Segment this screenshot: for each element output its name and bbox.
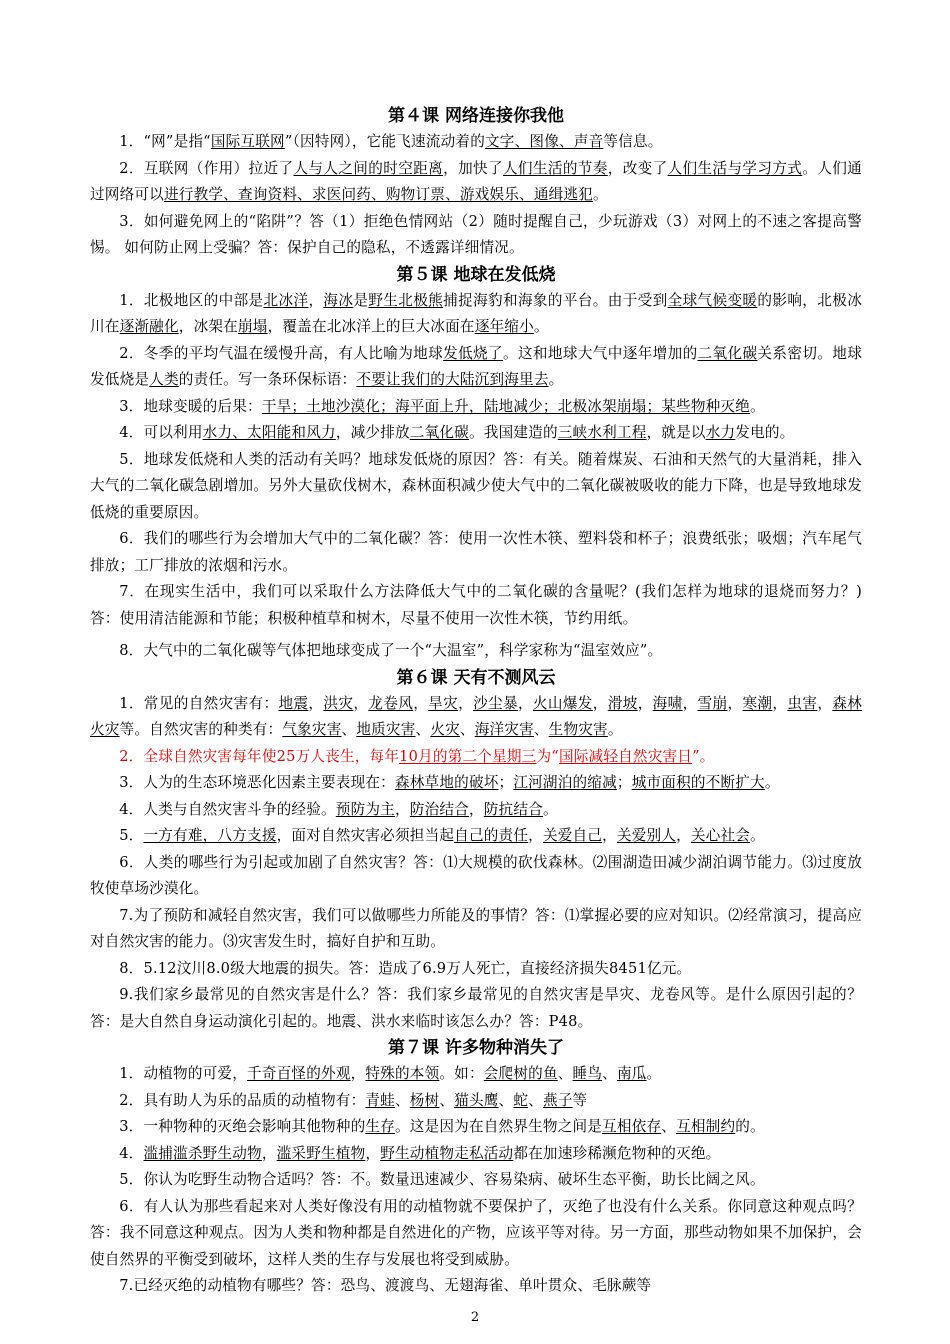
text-run: 5．你认为吃野生动物合适吗？答：不。数量迅速减少、容易染病、破坏生态平衡，助长比阔之风。 [119, 1171, 765, 1188]
underlined-text: 预防为主 [335, 800, 395, 818]
underlined-text: 二氧化碳 [697, 344, 758, 362]
text-run: 等。自然灾害的种类有： [119, 721, 283, 738]
text-run: ， [365, 1144, 381, 1162]
underlined-text: 野生北极熊 [368, 291, 444, 309]
underlined-text: 沙尘暴 [473, 694, 518, 712]
text-run: 9.我们家乡最常见的自然灾害是什么？答：我们家乡最常见的自然灾害是旱灾、龙卷风等。是什么原因引起的？答：是大自然自身运动演化引起的。地震、洪水来临时该怎么办？答：P48。 [90, 986, 862, 1030]
text-run: ，改变了 [607, 159, 668, 177]
text-run: 的。 [735, 1118, 765, 1135]
text-run: 7.为了预防和减轻自然灾害，我们可以做哪些力所能及的事情？答：⑴掌握必要的应对知识。⑵经常演习，提高应对自然灾害的能力。⑶灾害发生时，搞好自护和互助。 [90, 906, 862, 950]
underlined-text: 互相依存 [602, 1118, 662, 1135]
lesson-paragraph [90, 1194, 862, 1274]
underlined-text: 生物灾害 [548, 721, 608, 738]
underlined-text: 睡鸟 [572, 1065, 603, 1082]
underlined-text: 逐年缩小 [474, 318, 534, 335]
underlined-text: 海啸 [652, 694, 683, 712]
text-run: 7.已经灭绝的动植物有哪些？答：恐鸟、渡渡鸟、无翅海雀、单叶贯众、毛脉蕨等 [119, 1277, 652, 1294]
underlined-text: 杨树 [409, 1091, 440, 1109]
text-run: ， [413, 694, 429, 712]
underlined-text: 水力 [705, 424, 736, 441]
lesson-title: 第４课 网络连接你我他 [388, 106, 564, 126]
text-run: 的责任。写一条环保标语： [178, 371, 357, 388]
lesson-paragraph [90, 770, 862, 797]
text-run: 、 [602, 1065, 617, 1082]
underlined-text: 关爱自己 [542, 827, 603, 844]
text-run: ， [772, 694, 788, 712]
underlined-text: 干旱；土地沙漠化；海平面上升，陆地减少；北极冰架崩塌；某些物种灭绝 [261, 397, 751, 415]
lesson-paragraph [90, 420, 862, 447]
underlined-text: 海洋灾害 [474, 721, 534, 738]
lesson-paragraph [90, 1141, 862, 1168]
text-run: 。 [542, 800, 558, 818]
text-run: ， [676, 827, 691, 844]
lesson-paragraph [90, 1273, 862, 1300]
text-run: ， [602, 827, 617, 844]
lesson-paragraph [90, 744, 862, 771]
underlined-text: 文字、图像、声音 [485, 133, 604, 150]
text-run: ， [517, 694, 533, 712]
lesson-title: 第６课 天有不测风云 [396, 667, 556, 688]
text-run: 2．具有助人为乐的品质的动植物有： [119, 1091, 366, 1109]
text-run: 发电的。 [735, 424, 795, 441]
text-run: 1．动植物的可爱， [119, 1065, 248, 1082]
text-run: 等 [572, 1091, 588, 1109]
underlined-text: 龙卷风 [368, 694, 414, 712]
text-run: ，加快了 [443, 159, 503, 177]
text-run: 3．地球变暖的后果： [119, 397, 262, 415]
underlined-text: 逐渐融化 [119, 318, 179, 335]
underlined-text: 发低烧了 [443, 344, 503, 362]
underlined-text: 关心社会 [690, 827, 751, 844]
lesson-paragraph [90, 156, 862, 209]
text-run: 。 [646, 1065, 662, 1082]
text-run: 。 [750, 397, 765, 415]
text-run: 捕捉海豹和海象的平台。由于受到 [443, 291, 668, 309]
underlined-text: 气象灾害 [282, 721, 342, 738]
text-run: 7．在现实生活中，我们可以采取什么方法降低大气中的二氧化碳的含量呢？(我们怎样为地球的退烧而努力？)答：使用清洁能源和节能；积极种植草和树木，尽量不使用一次性木筷，节约用纸。 [90, 583, 862, 627]
text-run: 4． [119, 1144, 144, 1162]
text-run: ； [616, 774, 632, 791]
lesson-paragraph [90, 341, 862, 394]
text-run: 、 [341, 721, 357, 738]
underlined-text: 燕子 [542, 1091, 573, 1109]
text-run: 1．北极地区的中部是 [119, 291, 264, 309]
underlined-text: 海冰 [323, 291, 354, 309]
text-run: 、 [661, 1118, 677, 1135]
text-run: 1．“网”是指“ [119, 133, 211, 150]
text-run: 。我国建造的 [468, 424, 558, 441]
underlined-text: 三峡水利工程 [557, 424, 647, 441]
underlined-text: 猫头鹰 [454, 1091, 499, 1109]
text-run: ， [353, 694, 369, 712]
underlined-text: 青蛙 [365, 1091, 395, 1109]
lesson-paragraph [90, 982, 862, 1035]
text-run: ，面对自然灾害必须担当起 [276, 827, 455, 844]
text-run: 、 [528, 1091, 543, 1109]
text-run: ”。 [692, 747, 715, 765]
text-run: 2．全球自然灾害每年使25万人丧生，每年 [119, 747, 400, 765]
underlined-text: 特殊的本领 [365, 1065, 440, 1082]
underlined-text: 崩塌 [237, 318, 268, 335]
text-run: ”（因特网），它能飞速流动着的 [284, 133, 486, 150]
text-run: ，就是以 [646, 424, 706, 441]
underlined-text: 关爱别人 [616, 827, 677, 844]
underlined-text: 南瓜 [616, 1065, 647, 1082]
text-run: 5．地球发低烧和人类的活动有关吗？地球发低烧的原因？答：有关。随着煤炭、石油和天然气的大量消耗，排入大气的二氧化碳急剧增加。另外大量砍伐树木，森林面积减少使大气中的二氧化碳被吸收的能力下降，也是导致地球发低烧的重要原因。 [90, 450, 862, 521]
underlined-text: 水力、太阳能和风力 [202, 424, 336, 441]
underlined-text: 进行教学、查询资料、求医问药、购物订票、游戏娱乐、通缉逃犯 [163, 186, 594, 203]
lesson-paragraph [90, 956, 862, 983]
text-run: ， [528, 827, 543, 844]
text-run: 。 [764, 774, 780, 791]
underlined-text: 人们生活与学习方式 [667, 159, 803, 177]
text-run: 、 [498, 1091, 514, 1109]
text-run: 5． [119, 827, 144, 844]
text-run: ， [458, 694, 474, 712]
text-run: ， [350, 1065, 366, 1082]
text-run: ， [637, 694, 653, 712]
lesson-paragraph [90, 394, 862, 421]
text-run: 、 [394, 1091, 410, 1109]
text-run: 6．我们的哪些行为会增加大气中的二氧化碳？答：使用一次性木筷、塑料袋和杯子；浪费纸张；吸烟；汽车尾气排放；工厂排放的浓烟和污水。 [90, 530, 862, 574]
underlined-text: 人与人之间的时空距离 [293, 159, 444, 177]
underlined-text: 生存 [365, 1118, 395, 1135]
text-run: ， [727, 694, 743, 712]
text-run: 。如： [439, 1065, 484, 1082]
lesson-paragraph [90, 638, 862, 665]
underlined-text: 火灾 [430, 721, 460, 738]
text-run: 、 [459, 721, 475, 738]
lesson-paragraph [90, 1167, 862, 1194]
lesson-paragraph [90, 288, 862, 341]
underlined-text: 全球气候变暖 [667, 291, 758, 309]
underlined-text: 蛇 [513, 1091, 529, 1109]
underlined-text: 滥捕滥杀野生动物 [143, 1144, 262, 1162]
underlined-text: 二氧化碳 [409, 424, 469, 441]
text-run: 3．如何避免网上的“陷阱”？答（1）拒绝色情网站（2）随时提醒自己，少玩游戏（3）对网上的不速之客提高警惕。 如何防止网上受骗？答：保护自己的隐私，不透露详细情况。 [90, 212, 862, 256]
underlined-text: 洪灾 [323, 694, 354, 712]
text-run: ， [468, 800, 484, 818]
text-run: 4．人类与自然灾害斗争的经验。 [119, 800, 336, 818]
text-run: ， [261, 1144, 277, 1162]
text-run: 都在加速珍稀濒危物种的灭绝。 [513, 1144, 721, 1162]
text-run: 、 [439, 1091, 455, 1109]
underlined-text: 雪崩 [697, 694, 728, 712]
underlined-text: 自己的责任 [454, 827, 529, 844]
text-run: ， [682, 694, 698, 712]
text-run: 1．常见的自然灾害有： [119, 694, 279, 712]
text-run: 。 [533, 318, 549, 335]
underlined-text: 防抗结合 [483, 800, 543, 818]
underlined-text: 寒潮 [742, 694, 773, 712]
lesson-paragraph [90, 526, 862, 579]
underlined-text: 国际互联网 [210, 133, 285, 150]
text-run: 关系密切。地球发低烧是 [90, 344, 863, 388]
underlined-text: 不要让我们的大陆沉到海里去 [356, 371, 549, 388]
lesson-paragraph [90, 797, 862, 824]
underlined-text: 互相制约 [676, 1118, 736, 1135]
text-run: 。 [607, 721, 623, 738]
text-run: 8．大气中的二氧化碳等气体把地球变成了一个“大温室”，科学家称为“温室效应”。 [119, 642, 663, 659]
lesson-paragraph [90, 129, 862, 156]
lesson-paragraph [90, 579, 862, 632]
text-run: 6．人类的哪些行为引起或加剧了自然灾害？答：⑴大规模的砍伐森林。⑵围湖造田减少湖泊调节能力。⑶过度放牧使草场沙漠化。 [90, 853, 862, 897]
lesson-paragraph [90, 209, 862, 262]
text-run: 、 [557, 1065, 573, 1082]
underlined-text: 旱灾 [428, 694, 459, 712]
page-number: 2 [470, 1310, 480, 1325]
text-run: 。 [548, 371, 564, 388]
text-run: 是 [353, 291, 369, 309]
underlined-text: 地质灾害 [356, 721, 416, 738]
page-content [90, 103, 862, 1300]
text-run: 6．有人认为那些看起来对人类好像没有用的动植物就不要保护了，灭绝了也没有什么关系。你同意这种观点吗？答：我不同意这种观点。因为人类和物种都是自然进化的产物，应该平等对待。另一方面，那些动物如果不加保护，会使自然界的平衡受到破坏，这样人类的生存与发展也将受到威胁。 [90, 1197, 862, 1268]
text-run: ，减少排放 [335, 424, 410, 441]
underlined-text: 会爬树的鱼 [483, 1065, 558, 1082]
text-run: 。 [750, 827, 765, 844]
text-run: ，覆盖在北冰洋上的巨大冰面在 [267, 318, 475, 335]
text-run: 4．可以利用 [119, 424, 203, 441]
text-run: 、 [533, 721, 549, 738]
underlined-text: 森林草地的破坏 [394, 774, 499, 791]
lesson-paragraph [90, 903, 862, 956]
text-run: 。这是因为在自然界生物之间是 [394, 1118, 603, 1135]
text-run: 为“ [536, 747, 559, 765]
text-run: ，冰架在 [178, 318, 238, 335]
lesson-title: 第５课 地球在发低烧 [396, 264, 556, 285]
text-run: 2．互联网（作用）拉近了 [119, 159, 294, 177]
text-run: 3．人为的生态环境恶化因素主要表现在： [119, 774, 395, 791]
underlined-text: 国际减轻自然灾害日 [558, 747, 693, 765]
underlined-text: 人类 [149, 371, 179, 388]
text-run: 。 [593, 186, 608, 203]
underlined-text: 防治结合 [409, 800, 469, 818]
text-run: 3．一种物种的灭绝会影响其他物种的 [119, 1118, 366, 1135]
text-run: ， [592, 694, 608, 712]
underlined-text: 森林火灾 [90, 694, 863, 738]
underlined-text: 滥采野生植物 [276, 1144, 366, 1162]
lesson-paragraph [90, 447, 862, 527]
text-run: 的影响，北极冰川在 [90, 291, 862, 335]
underlined-text: 北冰洋 [263, 291, 309, 309]
underlined-text: 虫害 [787, 694, 818, 712]
underlined-text: 城市面积的不断扩大 [631, 774, 765, 791]
underlined-text: 滑坡 [607, 694, 638, 712]
underlined-text: 江河湖泊的缩减 [513, 774, 617, 791]
text-run: 2．冬季的平均气温在缓慢升高，有人比喻为地球 [119, 344, 444, 362]
underlined-text: 一方有难，八方支援 [143, 827, 277, 844]
underlined-text: 野生动植物走私活动 [380, 1144, 514, 1162]
text-run: 、 [415, 721, 431, 738]
lesson-paragraph [90, 691, 862, 744]
lesson-paragraph [90, 850, 862, 903]
underlined-text: 千奇百怪的外观 [247, 1065, 351, 1082]
lesson-paragraph [90, 1114, 862, 1141]
text-run: ， [308, 694, 324, 712]
lesson-paragraph [90, 823, 862, 850]
text-run: 。人们通过网络可以 [90, 159, 862, 203]
underlined-text: 10月的第二个星期三 [399, 747, 537, 765]
underlined-text: 人们生活的节奏 [502, 159, 608, 177]
lesson-paragraph [90, 1088, 862, 1115]
text-run: ， [394, 800, 410, 818]
text-run: ， [817, 694, 833, 712]
text-run: ； [498, 774, 514, 791]
lesson-title: 第７课 许多物种消失了 [388, 1038, 564, 1058]
text-run: ， [308, 291, 324, 309]
underlined-text: 地震 [278, 694, 309, 712]
lesson-paragraph [90, 1061, 862, 1088]
text-run: 等信息。 [603, 133, 663, 150]
text-run: 。这和地球大气中逐年增加的 [503, 344, 698, 362]
text-run: 8．5.12汶川8.0级大地震的损失。答：造成了6.9万人死亡，直接经济损失8451亿元。 [119, 959, 692, 977]
underlined-text: 火山爆发 [532, 694, 593, 712]
